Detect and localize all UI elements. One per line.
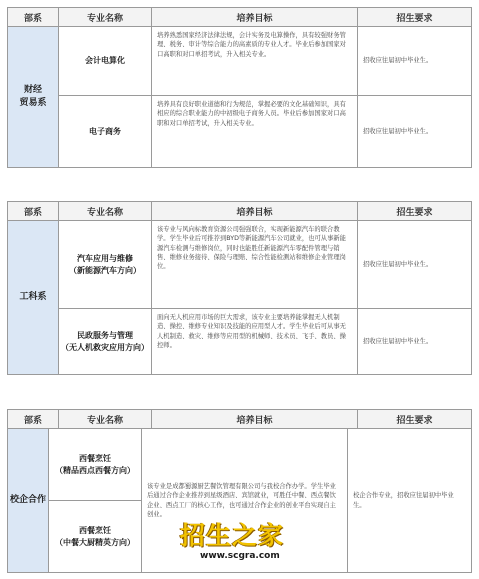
req-text: 招收应往届初中毕业生。	[363, 260, 433, 268]
header-major: 专业名称	[59, 8, 152, 26]
goal-text: 该专业与风向标教育资源公司强强联合，实现新能源汽车的联合教学。学生毕业后可推荐到BYD等新能源汽车公司就业，也可从事新能源汽车检测与维修岗位，同时也能胜任新能源汽车零配件管理与销售、维修业务接待、保险与理赔、综合性能检测站和维修企业管理岗位。	[152, 221, 358, 308]
major-name: 电子商务	[59, 96, 152, 167]
header-major: 专业名称	[59, 202, 152, 220]
req-text: 招收应往届初中毕业生。	[363, 57, 433, 65]
table-row	[59, 309, 471, 374]
goal-text: 面向无人机应用市场的巨大需求，该专业主要培养能掌握无人机制造、操控、维修专业知识及技能的应用型人才。学生毕业后可从事无人机制造、救灾、维修等应用型的机械师、技术员、飞手、教员、操控师。	[152, 309, 358, 374]
table-header	[8, 8, 471, 27]
major-name: 汽车应用与维修 （新能源汽车方向）	[59, 221, 152, 308]
header-dept: 部系	[8, 410, 59, 428]
goal-text: 该专业是成都蜀源厨艺餐饮管理有限公司与我校合作办学。学生毕业后通过合作企业推荐到星级酒店、宾馆就业，可胜任中餐、西点餐饮企业、西点工厂的核心工作，也可通过合作企业的创业平台实现自主创业。	[142, 429, 348, 572]
goal-text: 培养具有良好职业道德和行为规范，掌握必要的文化基础知识，具有相应的综合职业能力的中初级电子商务人员。毕业后参加国家对口高职和对口单招考试，升入相关专业。	[152, 96, 358, 167]
header-dept: 部系	[8, 202, 59, 220]
header-req: 招生要求	[396, 207, 433, 218]
header-req: 招生要求	[396, 13, 433, 24]
major-name: 西餐烹饪 （中餐大厨精英方向）	[55, 525, 135, 547]
table-header	[8, 202, 471, 221]
dept-cell: 工科系	[8, 221, 59, 374]
watermark-logo: 招生之家	[180, 521, 285, 550]
req-text: 校企合作专业，招收应往届初中毕业生。	[353, 492, 454, 509]
table-row	[59, 27, 471, 96]
table-header	[8, 410, 471, 429]
table-row	[59, 96, 471, 167]
table-finance-trade	[7, 7, 472, 168]
dept-cell: 财经 贸易系	[8, 27, 59, 167]
req-text: 招收应往届初中毕业生。	[363, 337, 433, 345]
header-goal: 培养目标	[152, 8, 358, 26]
req-text: 招收应往届初中毕业生。	[363, 127, 433, 135]
goal-text: 培养熟悉国家经济法律法规，会计实务及电算操作，具有较强财务管理、税务、审计等综合能力的高素质的专业人才。毕业后参加国家对口高职和对口单招考试，升入相关专业。	[152, 27, 358, 95]
dept-cell: 校企合作	[8, 429, 49, 572]
header-goal: 培养目标	[152, 410, 358, 428]
major-name: 西餐烹饪 （精品西点西餐方向）	[49, 429, 141, 501]
table-row	[59, 221, 471, 309]
header-dept: 部系	[8, 8, 59, 26]
header-major: 专业名称	[59, 410, 152, 428]
watermark-url: www.scgra.com	[200, 551, 280, 561]
table-engineering	[7, 201, 472, 375]
header-goal: 培养目标	[152, 202, 358, 220]
major-name: 民政服务与管理 （无人机救灾应用方向）	[59, 309, 152, 374]
major-name: 会计电算化	[59, 27, 152, 95]
header-req: 招生要求	[396, 415, 433, 426]
